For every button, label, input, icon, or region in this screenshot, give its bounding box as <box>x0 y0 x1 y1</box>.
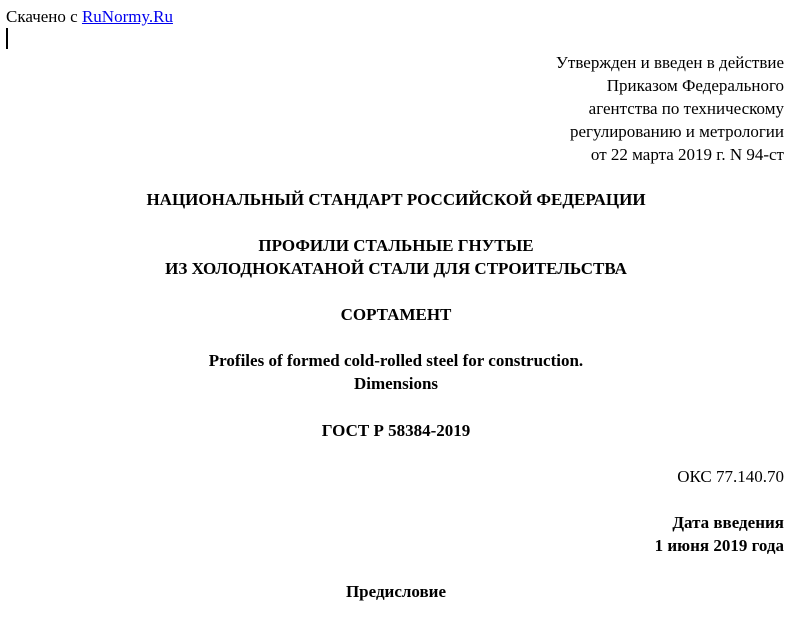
subtitle-ru-block <box>0 303 792 326</box>
standard-type-heading <box>0 188 792 211</box>
title-ru-line2: ИЗ ХОЛОДНОКАТАНОЙ СТАЛИ ДЛЯ СТРОИТЕЛЬСТВА <box>165 259 627 278</box>
approval-line: агентства по техническому <box>588 99 784 118</box>
title-en-line1: Profiles of formed cold-rolled steel for construction. <box>208 351 584 370</box>
title-en <box>0 349 792 395</box>
subtitle-ru: СОРТАМЕНТ <box>340 305 452 324</box>
source-prefix: Скачено с <box>6 7 82 26</box>
approval-line: Приказом Федерального <box>606 76 784 95</box>
title-en-line2: Dimensions <box>353 374 439 393</box>
gost-number-block <box>0 419 792 442</box>
source-link[interactable]: RuNormy.Ru <box>81 7 173 26</box>
approval-line: регулированию и метрологии <box>569 122 784 141</box>
effective-date-label: Дата введения <box>672 513 784 532</box>
approval-block <box>556 51 784 166</box>
oks-code: ОКС 77.140.70 <box>677 467 784 486</box>
effective-date-block <box>655 511 784 557</box>
text-cursor <box>6 28 8 49</box>
title-ru-line1: ПРОФИЛИ СТАЛЬНЫЕ ГНУТЫЕ <box>258 236 534 255</box>
gost-number: ГОСТ Р 58384-2019 <box>321 421 471 440</box>
approval-line: Утвержден и введен в действие <box>555 53 784 72</box>
source-line <box>6 5 173 28</box>
effective-date-value: 1 июня 2019 года <box>654 536 784 555</box>
section-heading-block <box>0 580 792 603</box>
section-heading: Предисловие <box>345 582 447 601</box>
title-ru <box>0 234 792 280</box>
oks-block <box>677 465 784 488</box>
standard-type: НАЦИОНАЛЬНЫЙ СТАНДАРТ РОССИЙСКОЙ ФЕДЕРАЦИИ <box>146 190 646 209</box>
approval-line: от 22 марта 2019 г. N 94-ст <box>590 145 784 164</box>
